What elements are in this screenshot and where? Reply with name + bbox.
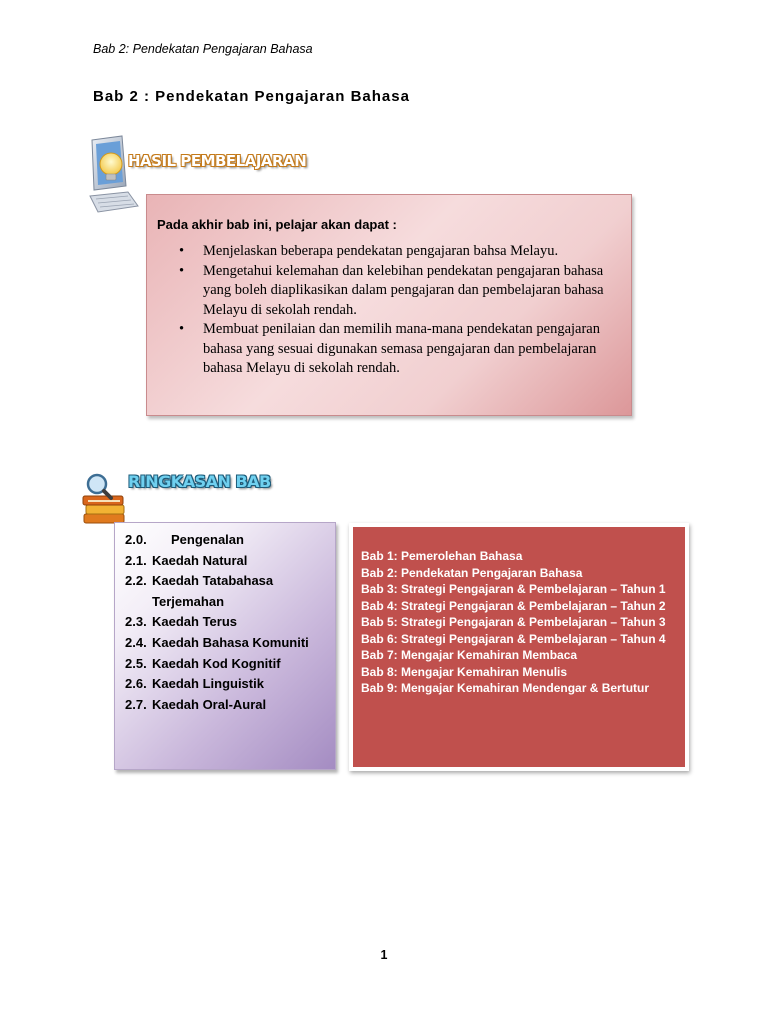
chapter-item: Bab 5: Strategi Pengajaran & Pembelajaran – Tahun 3 [361, 615, 666, 629]
outcome-item: • Membuat penilaian dan memilih mana-mana pendekatan pengajaran bahasa yang sesuai digunakan semasa pengajaran dan pembelajaran bahasa Melayu di sekolah rendah. [203, 320, 618, 379]
topic-number: 2.3. [125, 614, 147, 630]
chapter-item: Bab 3: Strategi Pengajaran & Pembelajaran – Tahun 1 [361, 582, 666, 596]
topic-label: Kaedah Terus [152, 614, 238, 630]
topic-label: Kaedah Oral-Aural [152, 696, 267, 712]
summary-topic [125, 612, 309, 633]
topic-number: 2.2. [125, 573, 147, 589]
summary-topic [125, 695, 309, 716]
outcome-item: • Menjelaskan beberapa pendekatan pengajaran bahsa Melayu. [203, 242, 618, 262]
chapter-item: Bab 1: Pemerolehan Bahasa [361, 549, 523, 563]
outcomes-list [203, 242, 618, 379]
topic-label: Pengenalan [171, 532, 244, 547]
topic-label: Terjemahan [152, 593, 225, 609]
chapter-summary-badge: RINGKASAN BAB [128, 472, 271, 491]
chapter-item: Bab 7: Mengajar Kemahiran Membaca [361, 648, 578, 662]
chapter-list-box [349, 523, 689, 771]
chapter-item: Bab 4: Strategi Pengajaran & Pembelajaran – Tahun 2 [361, 598, 666, 613]
topic-label: Kaedah Linguistik [152, 676, 264, 692]
topic-number: 2.5. [125, 655, 147, 671]
page-number: 1 [380, 948, 388, 962]
summary-topic [125, 551, 309, 572]
topic-number: 2.1. [125, 552, 147, 568]
chapter-summary-box [114, 522, 336, 770]
chapter-list-panel [353, 527, 685, 767]
summary-topic [125, 633, 309, 654]
topic-number: 2.0. [125, 532, 147, 547]
summary-topic [125, 530, 309, 551]
summary-topic [125, 592, 309, 613]
topic-label: Kaedah Kod Kognitif [152, 655, 281, 671]
topic-number: 2.4. [125, 634, 147, 650]
chapter-title: Bab 2 : Pendekatan Pengajaran Bahasa [93, 88, 410, 105]
books-magnifier-icon [80, 470, 130, 530]
chapter-item: Bab 9: Mengajar Kemahiran Mendengar & Bertutur [361, 681, 650, 695]
chapter-item: Bab 8: Mengajar Kemahiran Menulis [361, 664, 568, 679]
chapter-list [361, 548, 685, 697]
lightbulb-computer-icon [84, 134, 148, 218]
chapter-item: Bab 2: Pendekatan Pengajaran Bahasa [361, 565, 583, 580]
learning-outcomes-box [146, 194, 632, 416]
summary-topic [125, 571, 309, 592]
topic-label: Kaedah Bahasa Komuniti [152, 634, 309, 650]
learning-outcomes-badge: HASIL PEMBELAJARAN [128, 152, 307, 170]
topic-label: Kaedah Tatabahasa [152, 573, 274, 589]
topic-number: 2.7. [125, 696, 147, 712]
outcomes-intro: Pada akhir bab ini, pelajar akan dapat : [157, 217, 397, 232]
summary-topic [125, 674, 309, 695]
chapter-item: Bab 6: Strategi Pengajaran & Pembelajaran – Tahun 4 [361, 631, 666, 646]
outcome-item: • Mengetahui kelemahan dan kelebihan pendekatan pengajaran bahasa yang boleh diaplikasikan dalam pengajaran dan pembelajaran bahasa Melayu di sekolah rendah. [203, 262, 618, 321]
summary-topic [125, 654, 309, 675]
summary-topic-list [125, 530, 309, 715]
running-header: Bab 2: Pendekatan Pengajaran Bahasa [93, 42, 313, 56]
topic-number: 2.6. [125, 676, 147, 692]
topic-label: Kaedah Natural [152, 552, 248, 568]
